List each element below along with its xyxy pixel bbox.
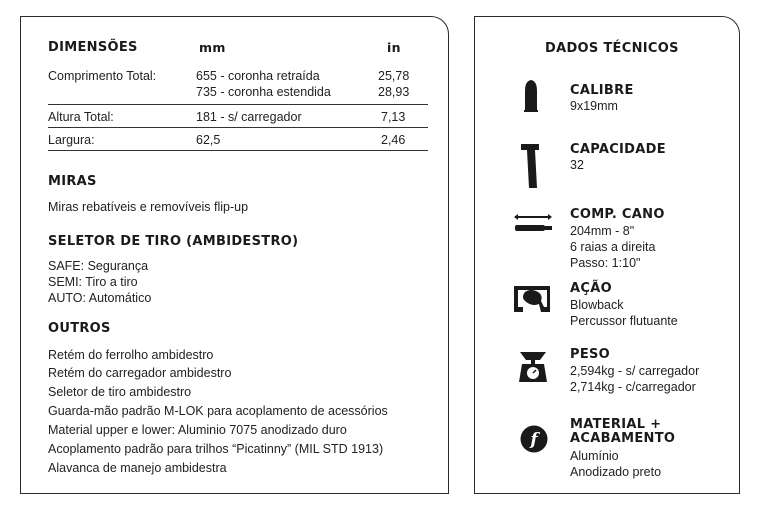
seletor-item: SAFE: Segurança [48,259,149,273]
table-divider [48,127,428,128]
miras-title: MIRAS [48,174,97,189]
material-value: Anodizado preto [570,465,662,479]
outros-item: Material upper e lower: Aluminio 7075 anodizado duro [48,423,347,437]
capacidade-title: CAPACIDADE [570,142,666,157]
cano-title: COMP. CANO [570,207,665,222]
table-divider [48,104,428,105]
dimensions-title: DIMENSÕES [48,40,138,55]
barrel-icon [513,213,553,235]
acao-title: AÇÃO [570,281,612,296]
outros-item: Acoplamento padrão para trilhos “Picatinny” (MIL STD 1913) [48,442,384,456]
miras-text: Miras rebatíveis e removíveis flip-up [48,200,249,214]
dimension-in: 7,13 [381,110,406,124]
dimension-label: Comprimento Total: [48,69,157,83]
peso-value: 2,594kg - s/ carregador [570,364,700,378]
outros-item: Retém do carregador ambidestro [48,366,232,380]
dimension-label: Largura: [48,133,95,147]
dimension-mm: 62,5 [196,133,221,147]
material-title: MATERIAL + [570,417,662,432]
dimension-mm: 655 - coronha retraída [196,69,320,83]
outros-title: OUTROS [48,321,111,336]
capacidade-value: 32 [570,158,584,172]
scale-icon [517,349,549,383]
dimension-in: 28,93 [378,85,410,99]
cano-value: 6 raias a direita [570,240,656,254]
cano-value: Passo: 1:10" [570,256,641,270]
seletor-item: AUTO: Automático [48,291,152,305]
cano-value: 204mm - 8" [570,224,635,238]
seletor-item: SEMI: Tiro a tiro [48,275,138,289]
in-column-header: in [387,40,401,55]
material-title: ACABAMENTO [570,431,676,446]
magazine-icon [519,142,543,190]
dimension-in: 25,78 [378,69,410,83]
calibre-title: CALIBRE [570,83,634,98]
material-value: Alumínio [570,449,619,463]
material-icon [520,425,548,453]
outros-item: Retém do ferrolho ambidestro [48,348,214,362]
dimension-mm: 181 - s/ carregador [196,110,302,124]
peso-title: PESO [570,347,611,362]
acao-value: Percussor flutuante [570,314,678,328]
tech-data-panel [474,16,740,494]
dimension-label: Altura Total: [48,110,114,124]
specs-panel [20,16,449,494]
dimension-in: 2,46 [381,133,406,147]
svg-text:f: f [530,430,538,450]
calibre-value: 9x19mm [570,99,618,113]
mm-column-header: mm [199,40,226,55]
dimension-mm: 735 - coronha estendida [196,85,331,99]
acao-value: Blowback [570,298,624,312]
peso-value: 2,714kg - c/carregador [570,380,696,394]
seletor-title: SELETOR DE TIRO (AMBIDESTRO) [48,234,299,249]
outros-item: Guarda-mão padrão M-LOK para acoplamento de acessórios [48,404,388,418]
outros-item: Alavanca de manejo ambidestra [48,461,227,475]
bullet-icon [523,79,539,113]
table-divider [48,150,428,151]
outros-item: Seletor de tiro ambidestro [48,385,192,399]
tech-title: DADOS TÉCNICOS [545,41,679,56]
hand-icon [513,285,551,313]
